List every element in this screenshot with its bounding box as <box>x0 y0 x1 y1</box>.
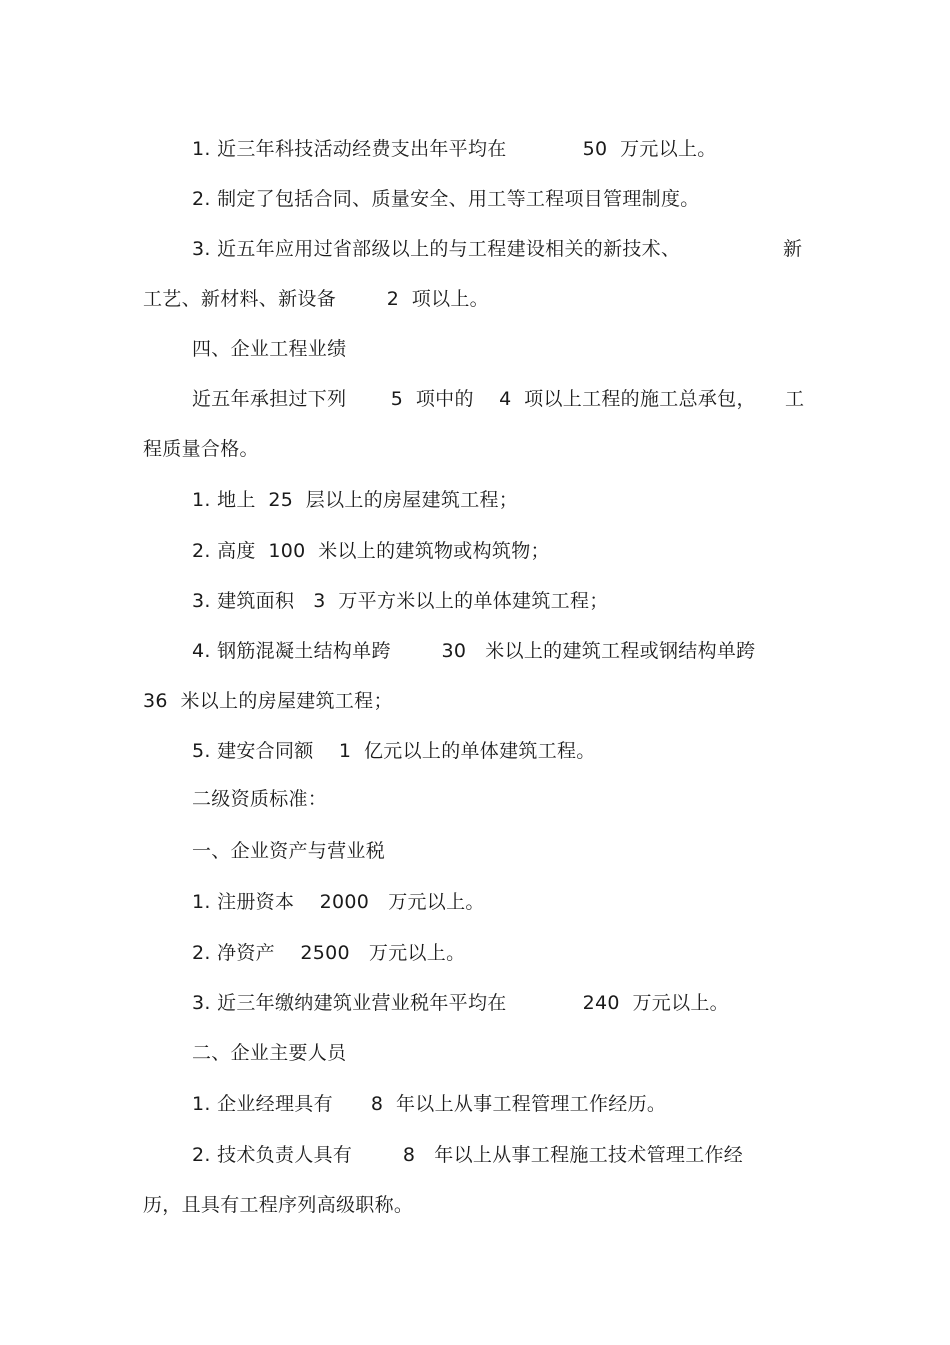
text-line: 2. 制定了包括合同、质量安全、用工等工程项目管理制度。 <box>192 188 700 210</box>
section-heading: 二、企业主要人员 <box>192 1042 347 1064</box>
text-line: 3. 近五年应用过省部级以上的与工程建设相关的新技术、 <box>192 238 681 260</box>
text-line: 5. 建安合同额 1 亿元以上的单体建筑工程。 <box>192 740 596 762</box>
text-line: 1. 地上 25 层以上的房屋建筑工程； <box>192 489 519 511</box>
text-line: 1. 注册资本 2000 万元以上。 <box>192 891 485 913</box>
text-line: 3. 近三年缴纳建筑业营业税年平均在 240 万元以上。 <box>192 992 729 1014</box>
text-line: 2. 高度 100 米以上的建筑物或构筑物； <box>192 540 550 562</box>
section-heading: 四、企业工程业绩 <box>192 338 347 360</box>
section-heading: 二级资质标准： <box>192 788 328 810</box>
text-line: 1. 近三年科技活动经费支出年平均在 50 万元以上。 <box>192 138 717 160</box>
text-line-tail: 新 <box>783 238 803 260</box>
text-line: 2. 净资产 2500 万元以上。 <box>192 942 466 964</box>
section-heading: 一、企业资产与营业税 <box>192 840 386 862</box>
text-line: 近五年承担过下列 5 项中的 4 项以上工程的施工总承包， <box>192 388 756 410</box>
text-line: 2. 技术负责人具有 8 年以上从事工程施工技术管理工作经 <box>192 1144 744 1166</box>
text-line: 4. 钢筋混凝土结构单跨 30 米以上的建筑工程或钢结构单跨 <box>192 640 756 662</box>
text-line-tail: 工 <box>785 388 805 410</box>
text-line: 36 米以上的房屋建筑工程； <box>143 690 393 712</box>
text-line: 3. 建筑面积 3 万平方米以上的单体建筑工程； <box>192 590 609 612</box>
text-line: 历，且具有工程序列高级职称。 <box>143 1194 414 1216</box>
text-line: 1. 企业经理具有 8 年以上从事工程管理工作经历。 <box>192 1093 667 1115</box>
text-line: 程质量合格。 <box>143 438 259 460</box>
text-line: 工艺、新材料、新设备 2 项以上。 <box>143 288 489 310</box>
